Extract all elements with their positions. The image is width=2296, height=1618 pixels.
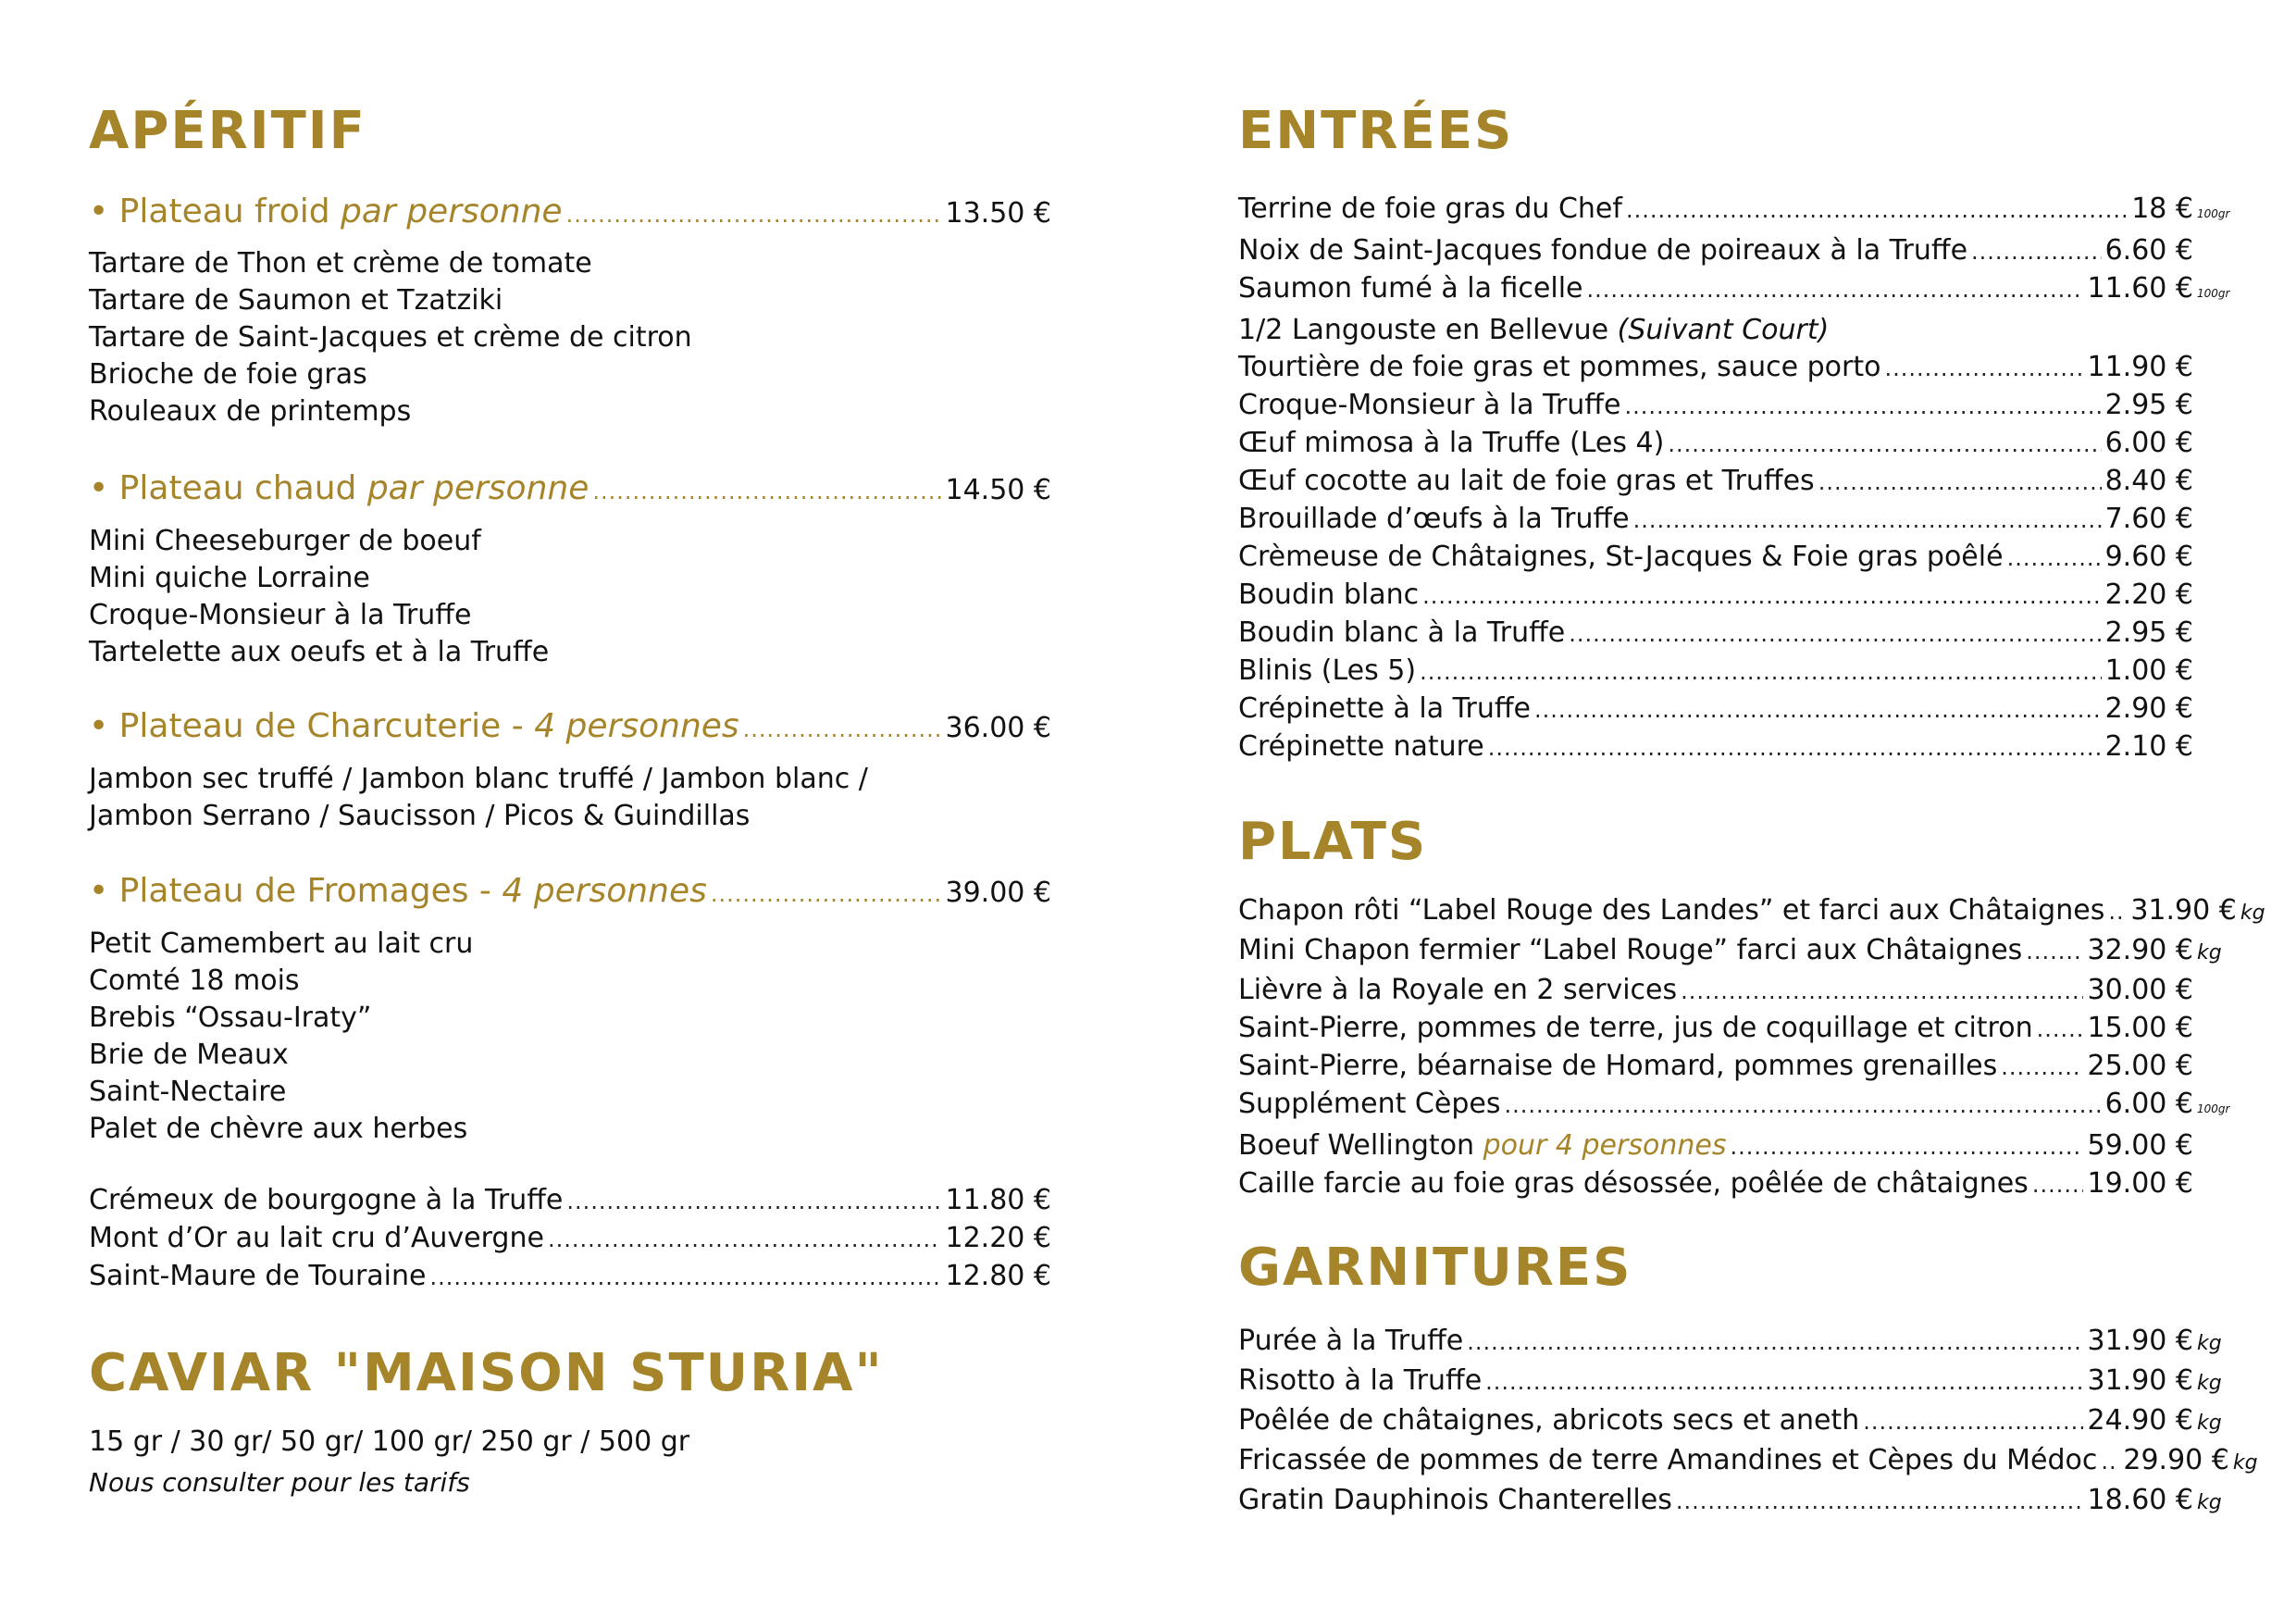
leader-dots (743, 706, 942, 750)
list-item: Crémeux de bourgogne à la Truffe ..... 11.80 € (89, 1182, 1051, 1220)
list-item: Brouillade d’œufs à la Truffe ..... 7.60 € (1238, 501, 2238, 539)
plats-list (1238, 892, 2265, 1203)
list-item: Saint-Nectaire (89, 1076, 287, 1108)
plateau-fromages-label: • Plateau de Fromages - (89, 872, 503, 910)
list-item: Crèmeuse de Châtaignes, St-Jacques & Foie gras poêlé ..... 9.60 € (1238, 539, 2238, 577)
plateau-froid-items (89, 245, 692, 430)
list-item: Tartelette aux oeufs et à la Truffe (89, 636, 550, 668)
list-item: Tartare de Saumon et Tzatziki (89, 284, 503, 317)
leader-dots (592, 468, 941, 512)
list-item: Blinis (Les 5) ..... 1.00 € (1238, 653, 2238, 691)
plateau-chaud-items (89, 523, 549, 671)
plateau-fromages-header (89, 871, 1051, 915)
list-item: Palet de chèvre aux herbes (89, 1113, 468, 1145)
list-item: Purée à la Truffe ..... 31.90 € kg (1238, 1323, 2238, 1363)
list-item: Terrine de foie gras du Chef ..... 18 € 100gr (1238, 191, 2238, 232)
list-item: Croque-Monsieur à la Truffe ..... 2.95 € (1238, 387, 2238, 425)
plateau-froid-label: • Plateau froid (89, 193, 341, 230)
plateau-froid-note: par personne (341, 193, 563, 230)
list-item: Mini Chapon fermier “Label Rouge” farci aux Châtaignes ..... 32.90 € kg (1238, 932, 2238, 972)
list-item: Boudin blanc ..... 2.20 € (1238, 577, 2238, 615)
garnitures-list (1238, 1323, 2258, 1522)
list-item: Rouleaux de printemps (89, 395, 412, 428)
entrees-list (1238, 191, 2238, 766)
plateau-chaud-label: • Plateau chaud (89, 469, 367, 507)
plateau-froid-price: 13.50 € (945, 197, 1051, 230)
list-item: Jambon Serrano / Saucisson / Picos & Guindillas (89, 800, 751, 832)
list-item: Tartare de Saint-Jacques et crème de citron (89, 321, 692, 354)
plateau-fromages-note: 4 personnes (502, 872, 707, 910)
list-item: Saumon fumé à la ficelle ..... 11.60 € 100gr (1238, 270, 2238, 312)
list-item: Petit Camembert au lait cru (89, 927, 474, 960)
list-item: Œuf cocotte au lait de foie gras et Truffes ..... 8.40 € (1238, 463, 2238, 501)
list-item: Crépinette nature ..... 2.10 € (1238, 728, 2238, 766)
entrees-title: ENTRÉES (1238, 101, 1514, 161)
plateau-froid-header (89, 192, 1051, 235)
list-item: Brebis “Ossau-Iraty” (89, 1002, 372, 1034)
list-item: Caille farcie au foie gras désossée, poêlée de châtaignes ..... 19.00 € (1238, 1165, 2238, 1203)
leader-dots (711, 871, 942, 915)
plateau-charcuterie-items (89, 761, 868, 835)
list-item: 1/2 Langouste en Bellevue (Suivant Court) (1238, 314, 1830, 346)
list-item: Boeuf Wellington pour 4 personnes ..... 59.00 € (1238, 1127, 2238, 1165)
aperitif-title: APÉRITIF (89, 101, 366, 161)
plateau-fromages-items (89, 926, 473, 1148)
list-item: Saint-Pierre, béarnaise de Homard, pommes grenailles ..... 25.00 € (1238, 1048, 2238, 1086)
plateau-charcuterie-header (89, 706, 1051, 750)
garnitures-title: GARNITURES (1238, 1238, 1632, 1298)
plateau-chaud-header (89, 468, 1051, 512)
cheese-extras-list (89, 1182, 1051, 1296)
plateau-fromages-price: 39.00 € (945, 877, 1051, 909)
list-item: Noix de Saint-Jacques fondue de poireaux à la Truffe ..... 6.60 € (1238, 232, 2238, 270)
list-item: Crépinette à la Truffe ..... 2.90 € (1238, 691, 2238, 728)
plateau-charcuterie-price: 36.00 € (945, 712, 1051, 744)
plateau-chaud-note: par personne (366, 469, 590, 507)
list-item: Jambon sec truffé / Jambon blanc truffé / Jambon blanc / (89, 763, 868, 795)
list-item: Tourtière de foie gras et pommes, sauce porto ..... 11.90 € (1238, 349, 2238, 387)
list-item: Supplément Cèpes ..... 6.00 € 100gr (1238, 1086, 2238, 1127)
list-item: Fricassée de pommes de terre Amandines et Cèpes du Médoc ..... 29.90 € kg (1238, 1442, 2238, 1482)
plats-title: PLATS (1238, 812, 1428, 872)
list-item: Mini quiche Lorraine (89, 562, 370, 594)
list-item: Saint-Maure de Touraine ..... 12.80 € (89, 1258, 1051, 1296)
list-item: Comté 18 mois (89, 965, 300, 997)
list-item: Poêlée de châtaignes, abricots secs et aneth ..... 24.90 € kg (1238, 1402, 2238, 1442)
list-item: Gratin Dauphinois Chanterelles ..... 18.60 € kg (1238, 1482, 2238, 1522)
caviar-note: Nous consulter pour les tarifs (89, 1467, 470, 1498)
list-item: Œuf mimosa à la Truffe (Les 4) ..... 6.00 € (1238, 425, 2238, 463)
list-item: Brie de Meaux (89, 1039, 289, 1071)
list-item: Boudin blanc à la Truffe ..... 2.95 € (1238, 615, 2238, 653)
list-item: Mont d’Or au lait cru d’Auvergne ..... 12.20 € (89, 1220, 1051, 1258)
list-item: Brioche de foie gras (89, 358, 367, 391)
plateau-charcuterie-label: • Plateau de Charcuterie - (89, 707, 535, 745)
list-item: Chapon rôti “Label Rouge des Landes” et farci aux Châtaignes ..... 31.90 € kg (1238, 892, 2238, 932)
list-item: Tartare de Thon et crème de tomate (89, 247, 592, 280)
list-item: Lièvre à la Royale en 2 services ..... 30.00 € (1238, 972, 2238, 1010)
plateau-chaud-price: 14.50 € (945, 474, 1051, 506)
list-item: Croque-Monsieur à la Truffe (89, 599, 472, 631)
caviar-sizes: 15 gr / 30 gr/ 50 gr/ 100 gr/ 250 gr / 500 gr (89, 1425, 690, 1458)
plateau-charcuterie-note: 4 personnes (534, 707, 739, 745)
list-item: Mini Cheeseburger de boeuf (89, 525, 481, 557)
caviar-title: CAVIAR "MAISON STURIA" (89, 1343, 884, 1403)
list-item: Risotto à la Truffe ..... 31.90 € kg (1238, 1363, 2238, 1402)
list-item: Saint-Pierre, pommes de terre, jus de coquillage et citron ..... 15.00 € (1238, 1010, 2238, 1048)
leader-dots (566, 192, 942, 235)
